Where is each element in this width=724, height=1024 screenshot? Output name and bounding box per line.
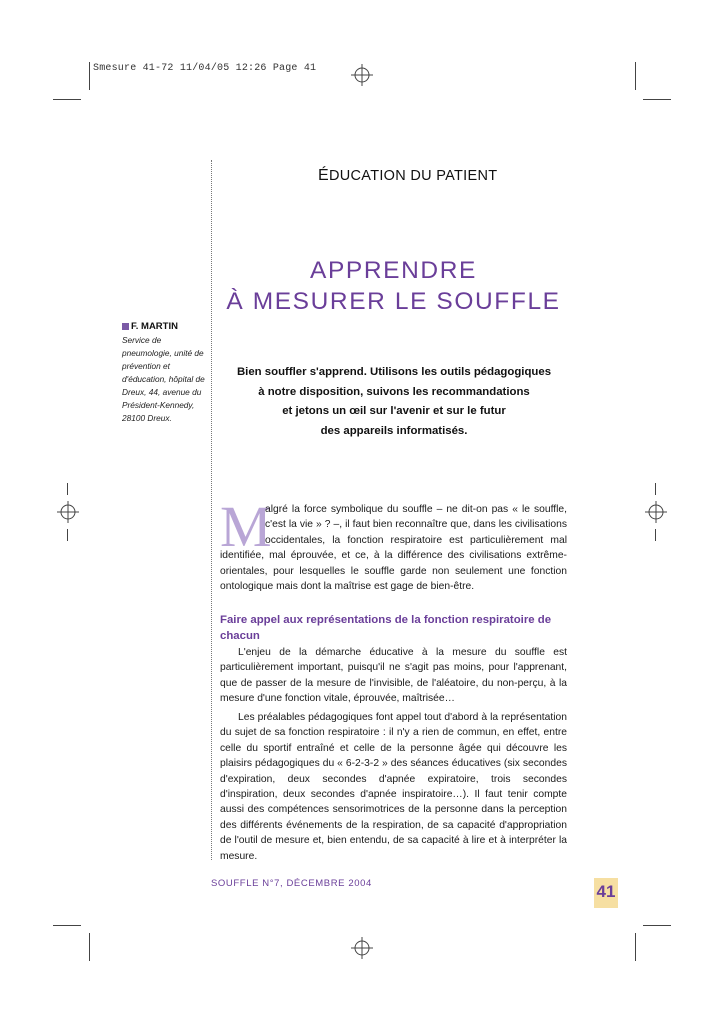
crop-mark xyxy=(89,62,90,90)
author-name-row xyxy=(122,321,207,332)
intro-paragraph xyxy=(220,502,567,594)
bullet-square-icon xyxy=(122,323,129,330)
crop-mark xyxy=(53,99,81,100)
registration-mark-icon xyxy=(645,501,667,523)
intro-line: algré la force symbolique du souffle – ne dit-on pas « le souffle, xyxy=(265,504,567,515)
body-paragraph: Les préalables pédagogiques font appel tout d'abord à la représentation du sujet de sa fonction respiratoire : il n'y a rien de commun, en effet, entre celle du sportif entraîné et celle de la personne âgée qui découvre les plaisirs pédagogiques du « 6-2-3-2 » des séances éducatives (six secondes d'expiration, deux secondes d'apnée expiratoire, trois secondes d'inspiration, deux secondes d'apnée inspiratoire…). Il faut tenir compte aussi des compétences sensorimotrices de la personne dans la perception des différents événements de la respiration, de sa capacité d'appropriation de l'outil de mesure et, bien entendu, de sa capacité à lire et à interpréter la mesure. xyxy=(220,712,567,862)
crop-mark xyxy=(643,925,671,926)
article-title xyxy=(215,255,572,317)
lead-line: et jetons un œil sur l'avenir et sur le futur xyxy=(282,405,506,417)
crop-mark xyxy=(643,99,671,100)
intro-line: occidentales, la fonction respiratoire est particulièrement mal xyxy=(265,534,567,546)
title-line-2: À MESURER LE SOUFFLE xyxy=(226,288,561,315)
rubric-initial: É xyxy=(318,167,329,184)
crop-mark xyxy=(635,62,636,90)
rubric-text: DUCATION DU PATIENT xyxy=(328,168,498,184)
crop-mark xyxy=(635,933,636,961)
crop-mark xyxy=(53,925,81,926)
crop-mark xyxy=(67,529,68,541)
lead-line: des appareils informatisés. xyxy=(320,424,468,437)
article-lead xyxy=(219,363,569,441)
author-affiliation: Service de pneumologie, unité de prévention et d'éducation, hôpital de Dreux, 44, avenue du Président-Kennedy, 28100 Dreux. xyxy=(122,335,205,423)
registration-mark-icon xyxy=(351,64,373,86)
crop-mark xyxy=(655,483,656,495)
intro-line: identifiée, mal éprouvée, et ce, à la différence des civilisations extrême-orientales, pour lesquelles le souffle garde non seulement une fonction ontologique mais dont la maîtrise est gage de bien-être. xyxy=(220,550,567,593)
page-number: 41 xyxy=(594,878,618,908)
section-rubric xyxy=(318,167,497,185)
column-divider xyxy=(211,160,212,860)
printer-slug: Smesure 41-72 11/04/05 12:26 Page 41 xyxy=(93,63,317,74)
registration-mark-icon xyxy=(351,937,373,959)
author-block xyxy=(122,321,207,425)
author-name: F. MARTIN xyxy=(131,321,178,332)
title-line-1: APPRENDRE xyxy=(310,257,477,284)
section-heading: Faire appel aux représentations de la fonction respiratoire de chacun xyxy=(220,614,552,642)
intro-line: c'est la vie » ? –, il faut bien reconnaître que, dans les civilisations xyxy=(265,519,567,531)
crop-mark xyxy=(67,483,68,495)
journal-footer: SOUFFLE N°7, DÉCEMBRE 2004 xyxy=(211,878,372,889)
lead-line: à notre disposition, suivons les recommandations xyxy=(258,385,530,398)
drop-cap: M xyxy=(220,494,272,559)
registration-mark-icon xyxy=(57,501,79,523)
body-paragraph: L'enjeu de la démarche éducative à la mesure du souffle est particulièrement important, puisqu'il ne s'agit pas moins, pour l'apprenant, que de passer de la mesure de l'invisible, de l'aléatoire, du non-perçu, à la mesure d'une fonction vitale, éprouvée, maîtrisée… xyxy=(220,647,567,705)
crop-mark xyxy=(655,529,656,541)
lead-line: Bien souffler s'apprend. Utilisons les outils pédagogiques xyxy=(236,366,552,378)
crop-mark xyxy=(89,933,90,961)
